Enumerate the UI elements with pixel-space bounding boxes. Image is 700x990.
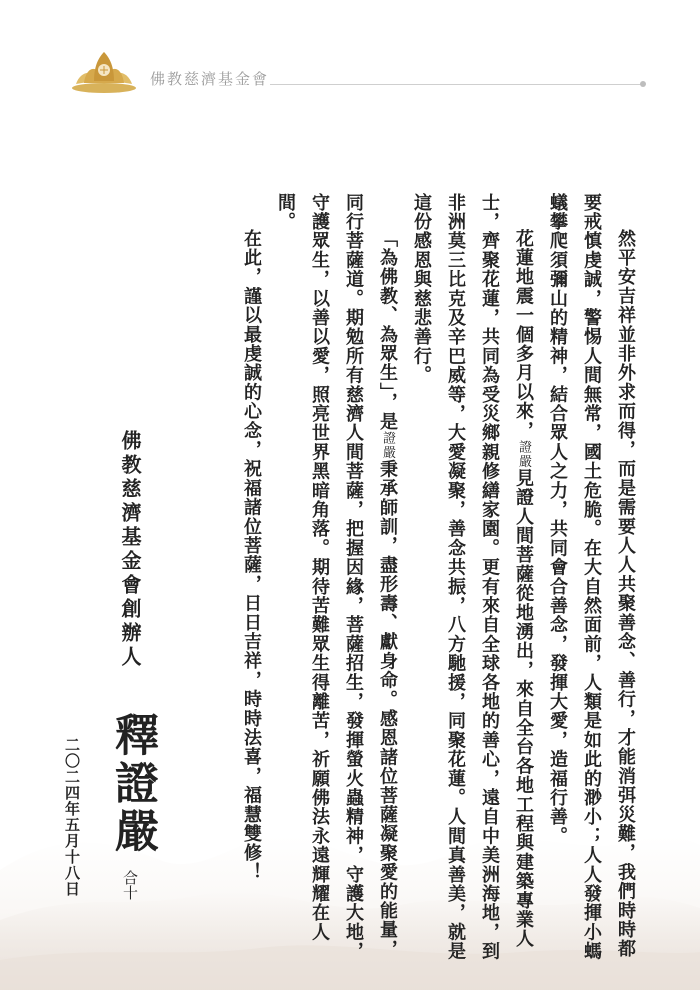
paragraph-1: 然平安吉祥並非外求而得，而是需要人人共聚善念、善行，才能消弭災難，我們時時都要戒慎虔誠，警惕人間無常，國土危脆。在大自然面前，人類是如此的渺小；人人發揮小螞蟻攀爬須彌山的精神，結合眾人之力，共同會合善念，發揮大愛，造福行善。: [547, 193, 636, 961]
paragraph-3-part-2: 秉承師訓，盡形壽、獻身命。感恩諸位菩薩凝聚愛的能量，同行菩薩道。期勉所有慈濟人間菩薩，把握因緣，菩薩招生，發揮螢火蟲精神，守護大地，守護眾生，以善以愛，照亮世界黑暗角落。期待苦難眾生得離苦，祈願佛法永遠輝耀在人間。: [275, 193, 398, 961]
paragraph-3: [268, 193, 404, 963]
paragraph-4: 在此，謹以最虔誠的心念，祝福諸位菩薩，日日吉祥，時時法喜，福慧雙修！: [241, 229, 262, 882]
signature-salute: 合十: [121, 870, 139, 900]
paragraph-2-part-2: 見證人間菩薩從地湧出，來自全台各地工程與建築專業人士，齊聚花蓮，共同為受災鄉親修繕家園。更有來自全球各地的善心，遠自中美洲海地，到非洲莫三比克及辛巴威等，大愛凝聚，善念共振，八方馳援，同聚花蓮。人間真善美，就是這份感恩與慈悲善行。: [411, 193, 534, 961]
paragraph-2-part-1: 花蓮地震一個多月以來，: [513, 229, 534, 441]
header-divider: [270, 84, 642, 85]
signature-title: 佛教慈濟基金會創辦人: [118, 430, 142, 670]
paragraph-3-honorific: 證嚴: [380, 431, 395, 460]
lotus-logo-icon: [70, 50, 138, 94]
paragraph-2-honorific: 證嚴: [516, 440, 531, 469]
header-divider-dot: [640, 81, 646, 87]
signature-name: 釋證嚴: [107, 712, 158, 856]
paragraph-2: [404, 193, 540, 963]
page-header: [0, 0, 700, 110]
letter-date: 二〇二四年五月十八日: [63, 737, 81, 897]
organization-name: 佛教慈濟基金會: [150, 70, 270, 88]
paragraph-3-part-1: 「為佛教、為眾生」，是: [377, 229, 398, 432]
letter-body: [234, 193, 642, 963]
